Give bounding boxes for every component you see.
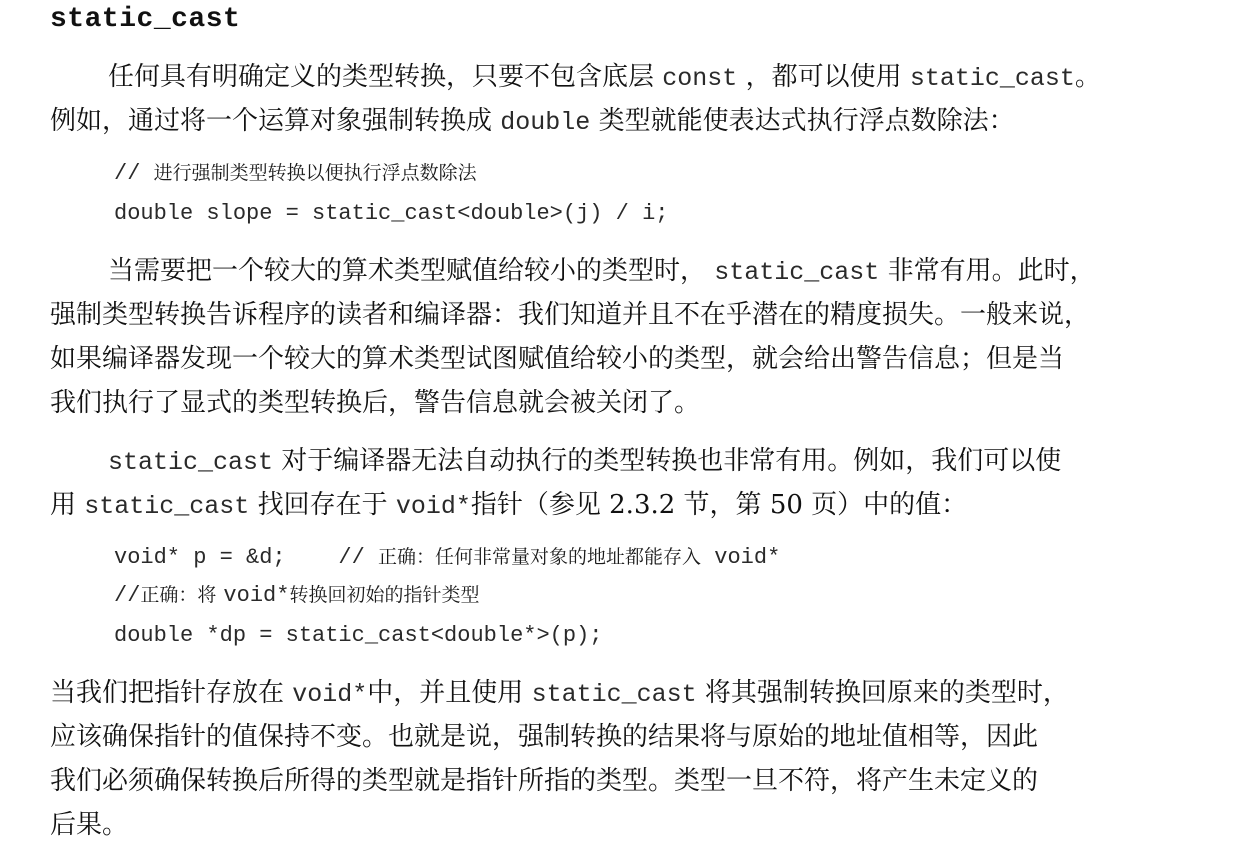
para2-line1 — [108, 254, 1096, 288]
code2-line2 — [114, 580, 479, 610]
para3-line1 — [108, 444, 1061, 478]
text: 中，并且使用 — [367, 678, 524, 708]
para4-line4: 后果。 — [50, 810, 129, 840]
code1-statement-line — [114, 198, 669, 228]
inline-code: void* — [292, 680, 368, 709]
text: 将其强制转换回原来的类型时， — [704, 678, 1069, 708]
para2-line4: 我们执行了显式的类型转换后，警告信息就会被关闭了。 — [50, 388, 701, 418]
para4-line2: 应该确保指针的值保持不变。也就是说，强制转换的结果将与原始的地址值相等，因此 — [50, 722, 1039, 752]
para2-line3: 如果编译器发现一个较大的算术类型试图赋值给较小的类型，就会给出警告信息；但是当 — [50, 344, 1065, 374]
para3-line2 — [50, 488, 967, 522]
inline-code: static_cast — [108, 448, 274, 477]
para4-line3: 我们必须确保转换后所得的类型就是指针所指的类型。类型一旦不符，将产生未定义的 — [50, 766, 1039, 796]
code-statement: void* p = &d; // — [114, 545, 379, 570]
code1-comment-line — [114, 158, 477, 188]
code-comment: 转换回初始的指针类型 — [289, 584, 480, 606]
text: 非常有用。此时， — [887, 256, 1096, 286]
code2-line3 — [114, 620, 602, 650]
code-comment-marker: // — [114, 161, 154, 186]
text: ，都可以使用 — [745, 62, 902, 92]
text: 任何具有明确定义的类型转换，只要不包含底层 — [108, 62, 655, 92]
para1-line2 — [50, 104, 1015, 138]
inline-code: const — [662, 64, 738, 93]
text: 。 — [1074, 62, 1101, 92]
text: 指针（参见 2.3.2 节，第 50 页）中的值： — [470, 490, 968, 520]
inline-code: static_cast — [84, 492, 250, 521]
section-title: static_cast — [50, 4, 241, 35]
code-statement: double slope = static_cast<double>(j) / i; — [114, 201, 669, 226]
inline-code: static_cast — [714, 258, 880, 287]
inline-code: static_cast — [531, 680, 697, 709]
code-comment: 正确：将 — [140, 584, 217, 606]
code-statement: double *dp = static_cast<double*>(p); — [114, 623, 603, 648]
code-comment: 正确：任何非常量对象的地址都能存入 — [378, 546, 702, 568]
text: 当我们把指针存放在 — [50, 678, 285, 708]
para2-line2: 强制类型转换告诉程序的读者和编译器：我们知道并且不在乎潜在的精度损失。一般来说， — [50, 300, 1091, 330]
code-comment: 进行强制类型转换以便执行浮点数除法 — [153, 162, 477, 184]
code-comment-code: void* — [701, 545, 781, 570]
para1-line1 — [108, 60, 1101, 94]
text: 用 — [50, 490, 77, 520]
code-comment-marker: // — [114, 583, 141, 608]
inline-code: static_cast — [909, 64, 1075, 93]
inline-code: void* — [395, 492, 471, 521]
text: 类型就能使表达式执行浮点数除法： — [598, 106, 1015, 136]
code-comment-code: void* — [223, 583, 290, 608]
text: 对于编译器无法自动执行的类型转换也非常有用。例如，我们可以使 — [281, 446, 1062, 476]
text: 当需要把一个较大的算术类型赋值给较小的类型时， — [108, 256, 707, 286]
para4-line1 — [50, 676, 1069, 710]
code2-line1 — [114, 542, 780, 572]
text: 例如，通过将一个运算对象强制转换成 — [50, 106, 493, 136]
text: 找回存在于 — [257, 490, 388, 520]
inline-code: double — [500, 108, 591, 137]
